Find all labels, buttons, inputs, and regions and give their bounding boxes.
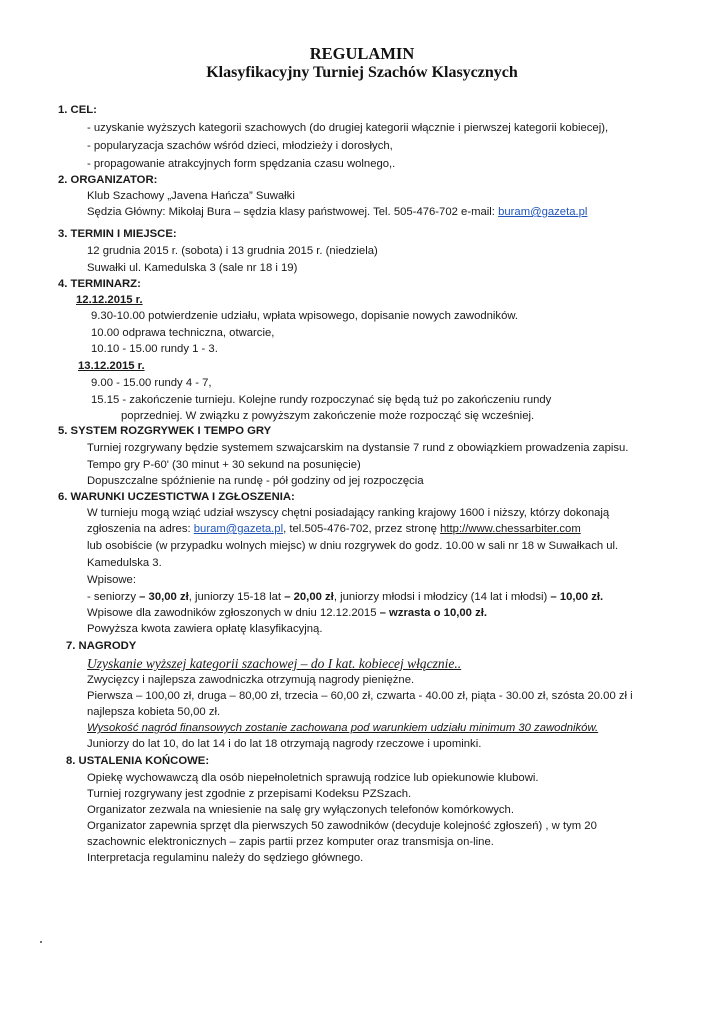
fee-note: Powyższa kwota zawiera opłatę klasyfikacyjną. bbox=[87, 623, 323, 635]
entry-fee-label: Wpisowe: bbox=[87, 574, 136, 586]
final-line-5: szachownic elektronicznych – zapis partii przez komputer oraz transmisja on-line. bbox=[87, 836, 494, 848]
final-line-6: Interpretacja regulaminu należy do sędziego głównego. bbox=[87, 852, 364, 864]
system-line-3: Dopuszczalne spóźnienie na rundę - pół godziny od jej rozpoczęcia bbox=[87, 475, 424, 487]
prizes-line-2: Zwycięzcy i najlepsza zawodniczka otrzymują nagrody pieniężne. bbox=[87, 674, 415, 686]
prizes-line-4: najlepsza kobieta 50,00 zł. bbox=[87, 706, 221, 718]
scan-speck bbox=[40, 941, 42, 943]
entry-fee-line bbox=[87, 590, 603, 604]
conditions-line-2 bbox=[87, 522, 581, 536]
section-2-heading: 2. ORGANIZATOR: bbox=[58, 174, 158, 186]
final-line-4: Organizator zapewnia sprzęt dla pierwszych 50 zawodników (decyduje kolejność zgłoszeń) , w tym 20 bbox=[87, 820, 597, 832]
fee-young-label: , juniorzy młodsi i młodzicy (14 lat i młodsi) bbox=[333, 591, 551, 603]
final-line-2: Turniej rozgrywany jest zgodnie z przepisami Kodeksu PZSzach. bbox=[87, 788, 412, 800]
prizes-category-note: Uzyskanie wyższej kategorii szachowej – do I kat. kobiecej włącznie.. bbox=[87, 656, 462, 671]
section-6-heading: 6. WARUNKI UCZESTICTWA I ZGŁOSZENIA: bbox=[58, 491, 295, 503]
goal-line-3: - propagowanie atrakcyjnych form spędzania czasu wolnego,. bbox=[87, 158, 396, 170]
fee-juniors-label: , juniorzy 15-18 lat bbox=[188, 591, 285, 603]
registration-text: zgłoszenia na adres: bbox=[87, 523, 194, 535]
schedule-day-1: 12.12.2015 r. bbox=[76, 294, 143, 306]
system-line-2: Tempo gry P-60' (30 minut + 30 sekund na posunięcie) bbox=[87, 459, 361, 471]
schedule-line-5: 15.15 - zakończenie turnieju. Kolejne rundy rozpoczynać się będą tuż po zakończeniu rundy bbox=[91, 394, 552, 406]
conditions-line-1: W turnieju mogą wziąć udział wszyscy chętni posiadający ranking krajowy 1600 i niższy, którzy dokonają bbox=[87, 507, 610, 519]
fee-juniors-value: – 20,00 zł bbox=[284, 591, 334, 603]
section-5-heading: 5. SYSTEM ROZGRYWEK I TEMPO GRY bbox=[58, 425, 272, 437]
prizes-condition: Wysokość nagród finansowych zostanie zachowana pod warunkiem udziału minimum 30 zawodników. bbox=[87, 722, 599, 734]
section-1-heading: 1. CEL: bbox=[58, 104, 97, 116]
schedule-line-6: poprzedniej. W związku z powyższym zakończenie może rozpocząć się wcześniej. bbox=[121, 410, 535, 422]
final-line-3: Organizator zezwala na wniesienie na salę gry wyłączonych telefonów komórkowych. bbox=[87, 804, 514, 816]
chessarbiter-link[interactable]: http://www.chessarbiter.com bbox=[440, 523, 581, 535]
final-line-1: Opiekę wychowawczą dla osób niepełnoletnich sprawują rodzice lub opiekunowie klubowi. bbox=[87, 772, 539, 784]
section-8-heading: 8. USTALENIA KOŃCOWE: bbox=[66, 755, 210, 767]
goal-line-1: - uzyskanie wyższych kategorii szachowych (do drugiej kategorii włącznie i pierwszej kategorii kobiecej), bbox=[87, 122, 609, 134]
organizer-club: Klub Szachowy „Javena Hańcza” Suwałki bbox=[87, 190, 295, 202]
section-3-heading: 3. TERMIN I MIEJSCE: bbox=[58, 228, 177, 240]
conditions-line-3: lub osobiście (w przypadku wolnych miejsc) w dniu rozgrywek do godz. 10.00 w sali nr 18 w Suwałkach ul. bbox=[87, 540, 619, 552]
schedule-line-4: 9.00 - 15.00 rundy 4 - 7, bbox=[91, 377, 212, 389]
section-4-heading: 4. TERMINARZ: bbox=[58, 278, 141, 290]
system-line-1: Turniej rozgrywany będzie systemem szwajcarskim na dystansie 7 rund z obowiązkiem prowadzenia zapisu. bbox=[87, 442, 629, 454]
goal-line-2: - popularyzacja szachów wśród dzieci, młodzieży i dorosłych, bbox=[87, 140, 393, 152]
place-line: Suwałki ul. Kamedulska 3 (sale nr 18 i 19) bbox=[87, 262, 298, 274]
date-line: 12 grudnia 2015 r. (sobota) i 13 grudnia 2015 r. (niedziela) bbox=[87, 245, 378, 257]
fee-seniors-value: – 30,00 zł bbox=[139, 591, 189, 603]
schedule-line-1: 9.30-10.00 potwierdzenie udziału, wpłata wpisowego, dopisanie nowych zawodników. bbox=[91, 310, 519, 322]
late-fee-label: Wpisowe dla zawodników zgłoszonych w dniu 12.12.2015 bbox=[87, 607, 380, 619]
schedule-line-3: 10.10 - 15.00 rundy 1 - 3. bbox=[91, 343, 218, 355]
schedule-day-2: 13.12.2015 r. bbox=[78, 360, 145, 372]
document-subtitle: Klasyfikacyjny Turniej Szachów Klasycznych bbox=[206, 64, 518, 81]
referee-email-link[interactable]: buram@gazeta.pl bbox=[498, 206, 588, 218]
registration-phone-text: , tel.505-476-702, przez stronę bbox=[283, 523, 441, 535]
schedule-line-2: 10.00 odprawa techniczna, otwarcie, bbox=[91, 327, 275, 339]
fee-seniors-label: - seniorzy bbox=[87, 591, 140, 603]
late-fee-line bbox=[87, 606, 487, 620]
fee-young-value: – 10,00 zł. bbox=[550, 591, 604, 603]
prizes-line-3: Pierwsza – 100,00 zł, druga – 80,00 zł, trzecia – 60,00 zł, czwarta - 40.00 zł, piąta - 30.00 zł, szósta 20.00 zł i bbox=[87, 690, 633, 702]
document-title: REGULAMIN bbox=[309, 44, 415, 63]
late-fee-value: – wzrasta o 10,00 zł. bbox=[379, 607, 488, 619]
referee-text: Sędzia Główny: Mikołaj Bura – sędzia klasy państwowej. Tel. 505-476-702 e-mail: bbox=[87, 206, 499, 218]
prizes-line-6: Juniorzy do lat 10, do lat 14 i do lat 18 otrzymają nagrody rzeczowe i upominki. bbox=[87, 738, 482, 750]
section-7-heading: 7. NAGRODY bbox=[66, 640, 137, 652]
organizer-referee bbox=[87, 205, 587, 219]
registration-email-link[interactable]: buram@gazeta.pl bbox=[193, 523, 284, 535]
conditions-line-4: Kamedulska 3. bbox=[87, 557, 162, 569]
